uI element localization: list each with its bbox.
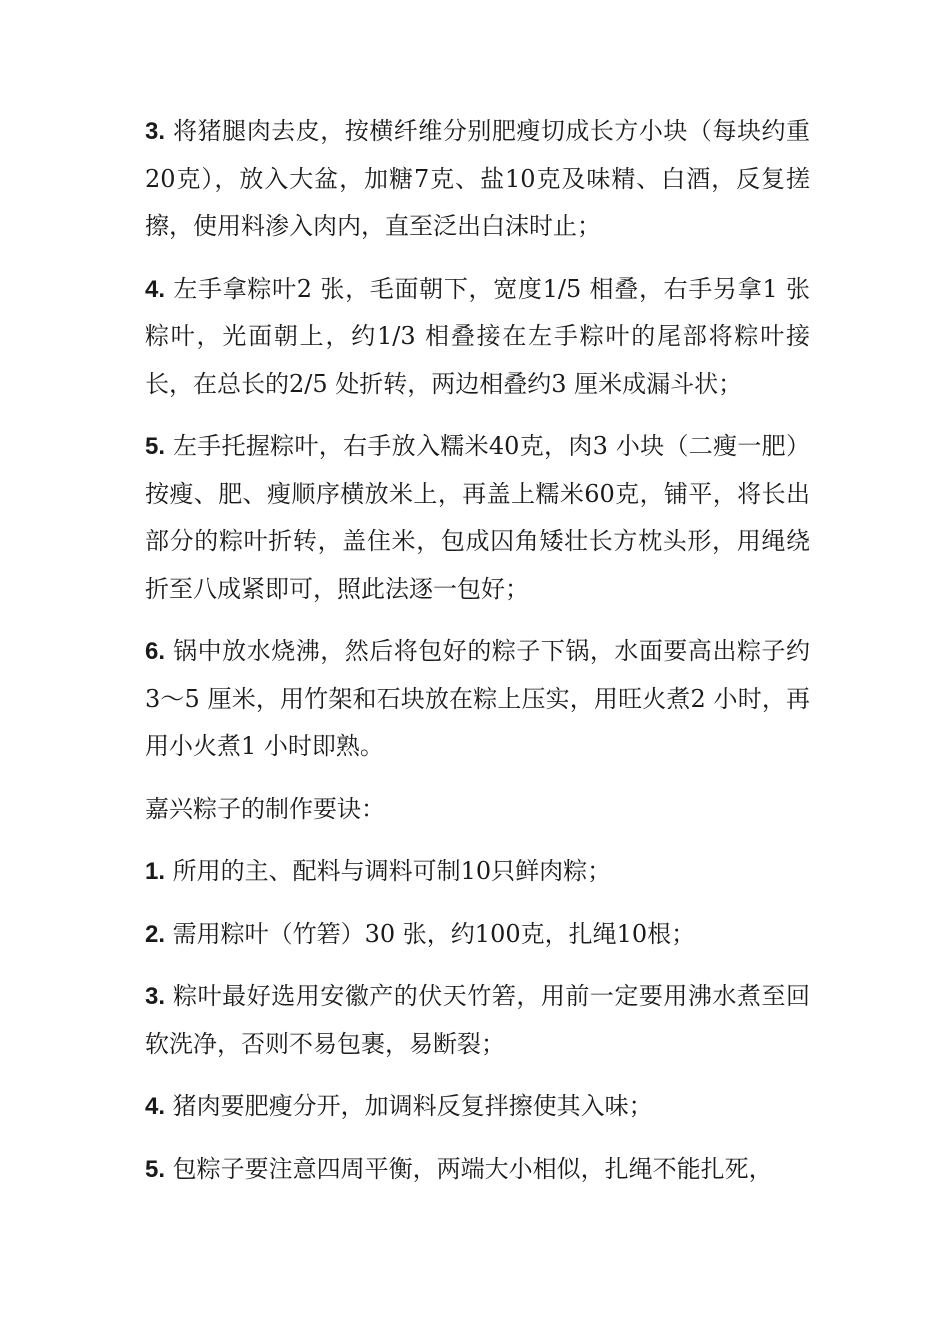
step-number: 4. — [145, 275, 166, 303]
tip-number: 3. — [145, 983, 166, 1010]
step-5 — [145, 423, 810, 613]
tip-5 — [145, 1146, 810, 1194]
step-number: 3. — [145, 118, 166, 145]
tip-text: 包粽子要注意四周平衡，两端大小相似，扎绳不能扎死， — [165, 1154, 773, 1183]
step-3 — [145, 108, 810, 251]
tip-number: 1. — [145, 858, 166, 885]
tip-number: 2. — [145, 920, 166, 948]
tip-text: 所用的主、配料与调料可制10只鲜肉粽； — [165, 857, 612, 885]
tip-1 — [145, 848, 810, 896]
section-title: 嘉兴粽子的制作要诀： — [145, 794, 385, 823]
tip-text: 猪肉要肥瘦分开，加调料反复拌擦使其入味； — [165, 1092, 653, 1120]
step-4 — [145, 266, 810, 409]
tip-number: 5. — [145, 1155, 166, 1183]
step-text: 将猪腿肉去皮，按横纤维分别肥瘦切成长方小块（每块约重20克），放入大盆，加糖7克、盐10克及味精、白酒，反复搓擦，使用料渗入肉内，直至泛出白沫时止； — [145, 117, 810, 240]
step-6 — [145, 628, 810, 771]
tip-text: 需用粽叶（竹箬）30 张，约100克，扎绳10根； — [165, 919, 696, 948]
step-number: 6. — [145, 638, 166, 665]
step-number: 5. — [145, 433, 166, 460]
tip-2 — [145, 911, 810, 959]
step-text: 锅中放水烧沸，然后将包好的粽子下锅，水面要高出粽子约3～5 厘米，用竹架和石块放在粽上压实，用旺火煮2 小时，再用小火煮1 小时即熟。 — [145, 637, 810, 760]
step-text: 左手拿粽叶2 张，毛面朝下，宽度1/5 相叠，右手另拿1 张粽叶，光面朝上，约1/3 相叠接在左手粽叶的尾部将粽叶接长，在总长的2/5 处折转，两边相叠约3 厘米成漏斗状； — [145, 274, 810, 398]
tip-number: 4. — [145, 1093, 166, 1120]
tip-3 — [145, 973, 810, 1068]
document-body — [145, 108, 810, 1208]
tip-text: 粽叶最好选用安徽产的伏天竹箬，用前一定要用沸水煮至回软洗净，否则不易包裹，易断裂； — [145, 982, 810, 1058]
tip-4 — [145, 1083, 810, 1131]
step-text: 左手托握粽叶，右手放入糯米40克，肉3 小块（二瘦一肥）按瘦、肥、瘦顺序横放米上，再盖上糯米60克，铺平，将长出部分的粽叶折转，盖住米，包成囚角矮壮长方枕头形，用绳绕折至八成紧即可，照此法逐一包好； — [145, 432, 810, 603]
